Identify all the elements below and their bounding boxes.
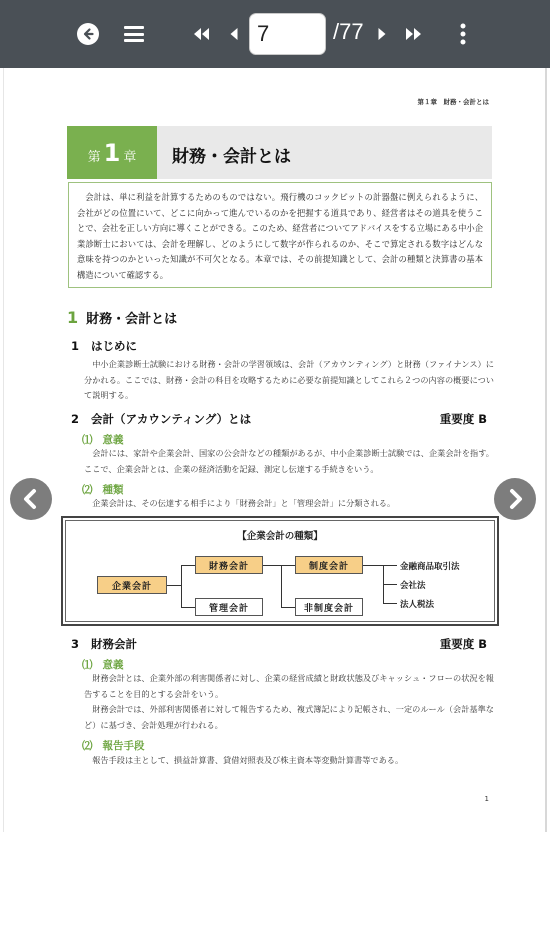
- diagram-connector: [383, 584, 397, 585]
- subheading-2-importance: 重要度 B: [439, 412, 487, 426]
- diagram-law-1: 金融商品取引法: [400, 562, 460, 572]
- item-2-1-number: ⑴: [82, 434, 93, 446]
- previous-page-button[interactable]: [10, 478, 52, 520]
- diagram-title: 【企業会計の種類】: [237, 531, 323, 542]
- chevron-left-icon: [19, 487, 43, 511]
- diagram-connector: [383, 565, 397, 566]
- chapter-number: 1: [103, 139, 121, 167]
- chapter-suffix: 章: [123, 150, 137, 165]
- item-3-1-text-a: 財務会計とは、企業外部の利害関係者に対し、企業の経営成績と財政状態及びキャッシュ・フローの状況を報告することを目的とする会計をいう。: [84, 673, 494, 699]
- document-page: [3, 68, 547, 832]
- item-3-1-heading: [82, 657, 124, 672]
- subheading-1-title: はじめに: [91, 339, 138, 353]
- back-icon[interactable]: [77, 23, 99, 45]
- last-page-icon[interactable]: [405, 27, 423, 41]
- more-icon[interactable]: [461, 24, 466, 45]
- page-number: 1: [484, 795, 489, 803]
- diagram-connector: [181, 565, 195, 566]
- first-page-icon[interactable]: [192, 27, 210, 41]
- diagram-node-corporate-accounting: 企業会計: [97, 576, 167, 594]
- running-head: 第１章 財務・会計とは: [417, 98, 489, 106]
- subheading-2: [71, 411, 251, 427]
- diagram-connector: [383, 603, 397, 604]
- diagram-law-3: 法人税法: [400, 600, 435, 610]
- item-3-2-text: 報告手段は主として、損益計算書、貸借対照表及び株主資本等変動計算書等である。: [92, 755, 404, 765]
- subheading-3-importance: 重要度 B: [439, 637, 487, 651]
- diagram-connector: [281, 565, 282, 607]
- chapter-number-box: [67, 126, 157, 179]
- item-2-2-title: 種類: [102, 484, 124, 496]
- item-3-2-number: ⑵: [82, 740, 93, 752]
- diagram-connector: [281, 565, 295, 566]
- subheading-2-title: 会計（アカウンティング）とは: [91, 412, 252, 426]
- item-2-1-title: 意義: [102, 434, 124, 446]
- diagram-connector: [181, 565, 182, 607]
- diagram-connector: [281, 607, 295, 608]
- subheading-1-text: 中小企業診断士試験における財務・会計の学習領域は、会計（アカウンティング）と財務（ファイナンス）に分かれる。ここでは、財務・会計の科目を攻略するために必要な前提知識としてこれら２つの内容の概要について説明する。: [84, 359, 494, 400]
- viewer-background: [0, 832, 550, 950]
- item-2-2-text: 企業会計は、その伝達する相手により「財務会計」と「管理会計」に分類される。: [92, 498, 396, 508]
- next-page-button[interactable]: [494, 478, 536, 520]
- subheading-1: [71, 338, 137, 354]
- subheading-2-number: 2: [71, 412, 80, 426]
- subheading-3-title: 財務会計: [91, 637, 138, 651]
- accounting-types-diagram: [61, 516, 499, 626]
- item-3-2-heading: [82, 738, 145, 753]
- item-3-2-title: 報告手段: [102, 740, 145, 752]
- item-2-1-heading: [82, 432, 124, 447]
- section-heading: [67, 308, 177, 327]
- item-2-2-heading: [82, 482, 124, 497]
- page-total-label: /77: [333, 19, 364, 44]
- item-2-1-text: 会計には、家計や企業会計、国家の公会計などの種類があるが、中小企業診断士試験では、企業会計を指す。ここで、企業会計とは、企業の経済活動を記録、測定し伝達する手続きをいう。: [84, 448, 494, 474]
- item-3-1-title: 意義: [102, 659, 124, 671]
- item-2-2-number: ⑵: [82, 484, 93, 496]
- chapter-title: 財務・会計とは: [172, 147, 291, 167]
- diagram-node-financial-accounting: 財務会計: [195, 556, 263, 574]
- menu-icon[interactable]: [124, 26, 144, 42]
- diagram-node-managerial-accounting: 管理会計: [195, 598, 263, 616]
- chapter-prefix: 第: [87, 150, 101, 165]
- diagram-connector: [363, 565, 383, 566]
- section-title: 財務・会計とは: [86, 312, 178, 327]
- chapter-intro: 会計は、単に利益を計算するためのものではない。飛行機のコックピットの計器盤に例えられるように、会社がどの位置にいて、どこに向かって進んでいるのかを把握する道具であり、経営者はその道具を使うことで、会社を正しい方向に導くことができる。このため、経営者についてアドバイスをする立場にある中小企業診断士においては、会計を理解し、どのようにして数字が作られるのか、そこで算定される数字はどんな意味を持つのかといった知識が不可欠となる。本章では、その前提知識として、会計の種類と決算書の基本構造について確認する。: [68, 182, 492, 288]
- diagram-law-2: 会社法: [400, 581, 426, 591]
- section-number: 1: [67, 308, 79, 327]
- item-3-1-number: ⑴: [82, 659, 93, 671]
- top-toolbar: [0, 0, 550, 68]
- diagram-node-non-statutory-accounting: 非制度会計: [295, 598, 363, 616]
- previous-page-icon[interactable]: [230, 27, 239, 41]
- chapter-banner: [67, 126, 492, 179]
- diagram-connector: [181, 607, 195, 608]
- subheading-3-number: 3: [71, 637, 80, 651]
- subheading-3: [71, 636, 137, 652]
- diagram-connector: [167, 585, 181, 586]
- diagram-node-statutory-accounting: 制度会計: [295, 556, 363, 574]
- diagram-connector: [263, 565, 281, 566]
- next-page-icon[interactable]: [378, 27, 387, 41]
- chevron-right-icon: [503, 487, 527, 511]
- page-number-input[interactable]: 7: [249, 13, 326, 55]
- subheading-1-number: 1: [71, 339, 80, 353]
- item-3-1-text-b: 財務会計では、外部利害関係者に対して報告するため、複式簿記により記帳され、一定のルール（会計基準など）に基づき、会計処理が行われる。: [84, 704, 494, 730]
